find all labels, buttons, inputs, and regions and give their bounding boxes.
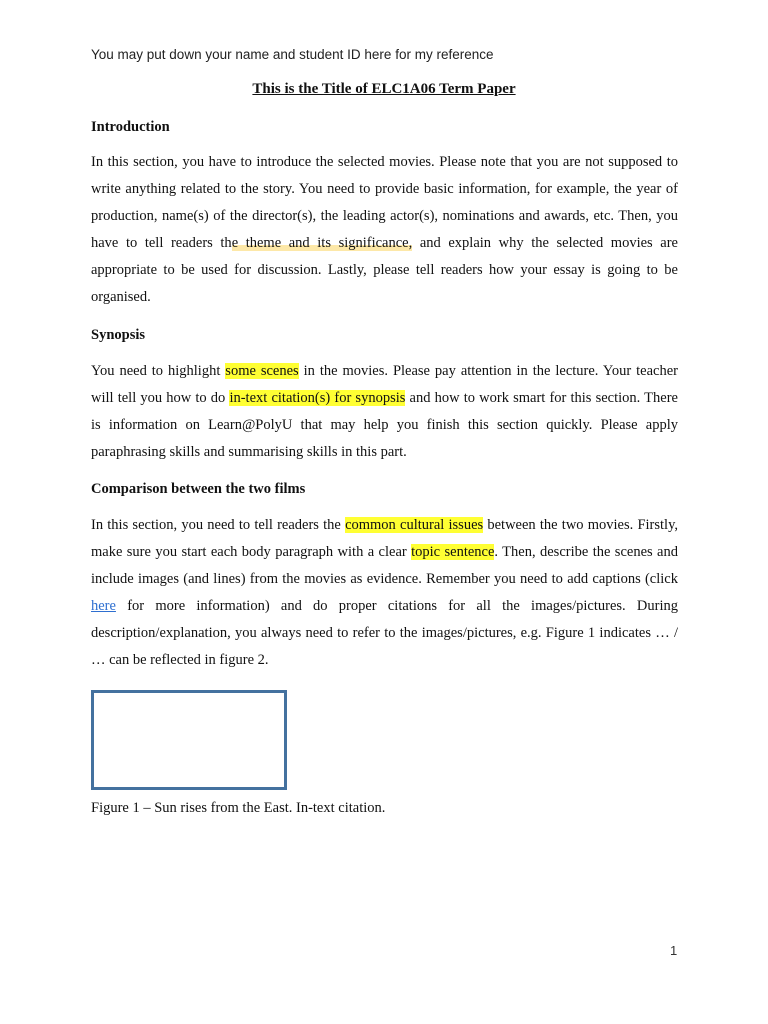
text: for more information) and do proper citations for all the images/pictures. During description/explanation, you always need to refer to the images/pictures, e.g. Figure 1 indicates … / … can be reflected in figure 2. [91, 598, 678, 668]
highlight-some-scenes: some scenes [225, 363, 299, 379]
heading-synopsis: Synopsis [91, 327, 146, 343]
text: In this section, you need to tell readers the [91, 517, 346, 533]
header-note: You may put down your name and student ID here for my reference [91, 47, 494, 62]
highlight-topic-sentence: topic sentence [411, 544, 495, 560]
highlight-theme: e theme and its significance, [231, 235, 413, 251]
heading-comparison: Comparison between the two films [91, 481, 306, 497]
highlight-in-text-citation: in-text citation(s) for synopsis [229, 390, 406, 406]
text: In this section, you have to introduce the selected movies. Please note that you are not supposed to write anything related to the story. You need to provide basic information, for example, the year of production, name(s) of the director(s), the leading actor(s), nominations and awards, etc. Then, you have to tell readers th [91, 154, 678, 251]
figure-placeholder [91, 690, 287, 790]
here-link[interactable]: here [91, 598, 116, 614]
paragraph-synopsis [91, 358, 678, 466]
page-number: 1 [670, 943, 678, 958]
text: between the two movies. Firstly, make sure you start each body paragraph with a clear [91, 517, 679, 560]
figure-caption: Figure 1 – Sun rises from the East. In-text citation. [91, 800, 386, 816]
highlight-common-cultural-issues: common cultural issues [345, 517, 484, 533]
text: in the movies. Please pay attention in the lecture. Your teacher will tell you how to do [91, 363, 678, 406]
paragraph-introduction [91, 149, 678, 311]
text: and how to work smart for this section. There is information on Learn@PolyU that may help you finish this section quickly. Please apply paraphrasing skills and summarising skills in this part. [91, 390, 678, 460]
paragraph-comparison [91, 512, 678, 674]
text: and explain why the selected movies are appropriate to be used for discussion. Lastly, please tell readers how your essay is going to be organised. [91, 235, 678, 305]
text: . Then, describe the scenes and include images (and lines) from the movies as evidence. Remember you need to add captions (click [91, 544, 678, 587]
page-title: This is the Title of ELC1A06 Term Paper [252, 81, 516, 97]
text: You need to highlight [91, 363, 226, 379]
heading-introduction: Introduction [91, 119, 170, 135]
